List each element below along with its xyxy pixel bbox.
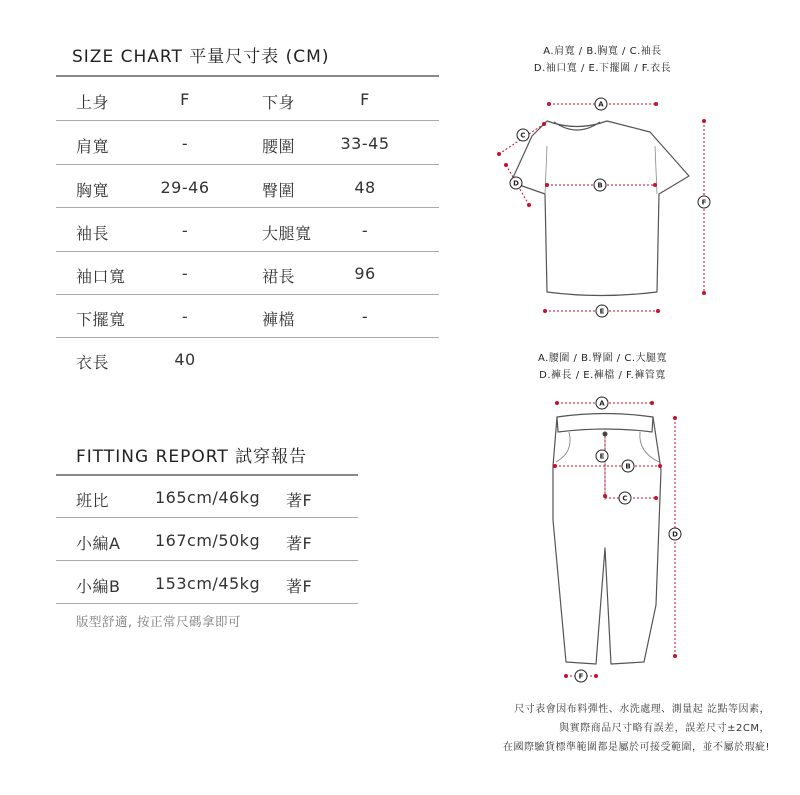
tshirt-illustration [511,121,689,296]
fitting-name: 小編B [76,577,121,596]
bottom-header: 下身 [262,93,296,112]
size-chart-title: SIZE CHART 平量尺寸表 (CM) [72,47,330,67]
bottom-size: F [360,90,370,109]
svg-text:C: C [520,131,526,140]
top-label: 袖口寬 [76,267,126,286]
bottom-label: 臀圍 [262,181,296,200]
bottom-label: 腰圍 [262,137,296,156]
top-label: 胸寬 [76,181,110,200]
svg-text:F: F [578,672,584,681]
bottom-label: 褲檔 [262,310,296,329]
bottom-value: 96 [354,264,376,283]
top-value: 29-46 [160,178,210,197]
pants-marker-c [619,492,631,504]
top-label: 袖長 [76,224,110,243]
top-label: 肩寬 [76,137,110,156]
svg-text:E: E [599,452,605,461]
fitting-wears: 著F [286,491,313,510]
fitting-measure: 153cm/45kg [155,574,261,593]
pants-marker-f [575,670,587,682]
bottom-value: - [361,221,369,240]
bottom-value: 33-45 [340,134,390,153]
fitting-name: 小編A [76,534,121,553]
bottom-value: 48 [354,178,376,197]
pants-legend-line1: A.腰圍 / B.臀圍 / C.大腿寬 [538,353,667,364]
top-value: - [181,221,189,240]
svg-text:C: C [622,494,628,503]
svg-text:B: B [625,462,631,471]
svg-text:D: D [513,179,519,188]
shirt-marker-d [510,177,522,189]
fitting-name: 班比 [76,491,110,510]
shirt-legend-line2: D.袖口寬 / E.下擺圍 / F.衣長 [533,63,672,74]
svg-text:A: A [598,100,604,109]
bottom-value: - [361,307,369,326]
fitting-report-title: FITTING REPORT 試穿報告 [76,447,308,467]
pants-marker-a [596,397,608,409]
shirt-marker-b [594,179,606,191]
svg-text:B: B [597,181,603,190]
top-label: 下擺寬 [76,310,126,329]
fitting-note: 版型舒適, 按正常尺碼拿即可 [76,614,241,629]
disclaimer-line: 在國際驗貨標準範圍都是屬於可接受範圍，並不屬於瑕疵! [502,742,770,753]
svg-text:F: F [701,198,707,207]
top-value: - [181,134,189,153]
disclaimer-line: 與實際商品尺寸略有誤差，誤差尺寸±2CM， [559,723,770,734]
fitting-measure: 165cm/46kg [155,488,261,507]
shirt-marker-e [596,305,608,317]
top-value: 40 [174,350,196,369]
bottom-label: 裙長 [262,267,296,286]
measurement-disclaimer [440,700,770,757]
pants-legend-line2: D.褲長 / E.褲檔 / F.褲管寬 [539,370,666,381]
fitting-wears: 著F [286,534,313,553]
top-label: 衣長 [76,353,110,372]
shirt-legend-line1: A.肩寬 / B.胸寬 / C.袖長 [543,46,662,57]
shirt-marker-f [698,196,710,208]
shirt-marker-a [595,98,607,110]
svg-text:E: E [599,307,605,316]
pants-illustration [553,414,661,665]
bottom-label: 大腿寬 [262,224,312,243]
pants-marker-b [622,460,634,472]
svg-text:D: D [672,530,678,539]
svg-text:A: A [599,399,605,408]
pants-marker-e [596,450,608,462]
top-value: - [181,264,189,283]
top-size: F [180,90,190,109]
shirt-marker-c [517,129,529,141]
top-value: - [181,307,189,326]
fitting-measure: 167cm/50kg [155,531,261,550]
disclaimer-line: 尺寸表會因布料彈性、水洗處理、測量起 訖點等因素， [514,704,770,715]
fitting-wears: 著F [286,577,313,596]
pants-marker-d [669,528,681,540]
top-header: 上身 [76,93,110,112]
